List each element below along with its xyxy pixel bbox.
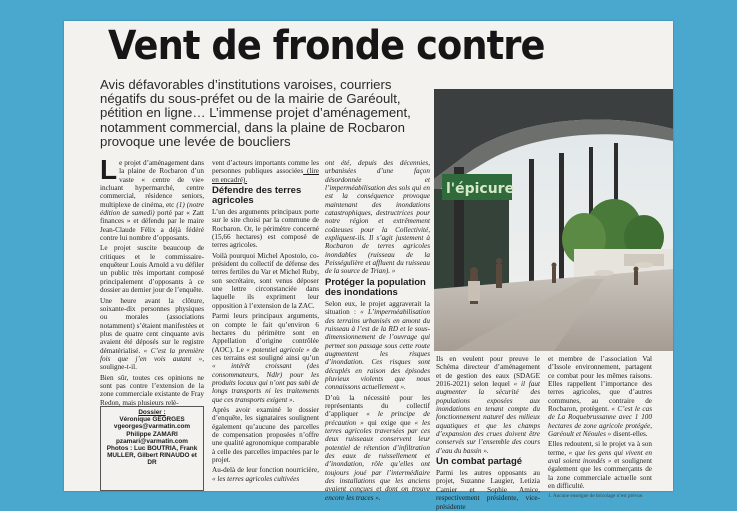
paragraph: ont été, depuis des décennies, urbanisées d’une façon désordonnée et l’imperméabilisation des sols qui en est la conséquence provoque maintenant des inondations catastrophiques, destructrices pour notre région et extrêmement coûteuses pour la Collectivité, expliquent-ils. Il s’agit justement à Rocbaron de terres agricoles inondables (ruisseau de la Peisségulière et affluent du ruisseau de la source de Trian). » — [325, 159, 430, 276]
subheading: Défendre des terres agricoles — [212, 185, 302, 207]
paragraph: Bien sûr, toutes ces opinions ne sont pas contre l’extension de la zone commerciale existante de Fray Redon, mais plusieurs relè- — [100, 373, 204, 407]
dossier-box: Dossier : Véronique GEORGES vgeorges@varmatin.com Philippe ZAMARI pzamari@varmatin.com Photos : Luc BOUTRIA, Frank MULLER, Gilbert RINAUDO et DR — [100, 406, 204, 491]
subheading: Un combat partagé — [436, 456, 523, 468]
article-column-2: vent d’acteurs importants comme les personnes publiques associées (lire en encadré). Défendre des terres agricoles L’un des arguments principaux porte sur le site choisi par la commune de Rocbaron. Or, le périmètre concerné (15,66 hectares) est composé de terres agricoles. Voilà pourquoi Michel Apostolo, co-président du collectif de défense des terres fertiles du Var et Michel Ruby, son secrétaire, sont venus déposer une lettre circonstanciée dans laquelle ils expriment leur opposition à l’extension de la ZAC. Parmi leurs principaux arguments, on compte le fait qu’environ 6 hectares du périmètre sont en Appellation d’origine contrôlée (AOC). Le « potentiel agricole » de ces terrains est souligné ainsi qu’un « intérêt croissant (des consommateurs, Ndlr) pour les produits locaux qui n’ont pas subi de longs transports ni les traitements que ces transports exigent ». Après avoir examiné le dossier d’enquête, les signataires soulignent également qu’aucune des parcelles de compensation proposées n’offre une qualité agronomique comparable à celle des parcelles impactées par le projet. Au-delà de leur fonction nourricière, « les terres agricoles cultivées — [212, 159, 319, 483]
paragraph: Parmi les autres opposants au projet, Suzanne Laugier, Letizia Camier et Sophie Amice, respectivement présidente, vice-présidente — [436, 469, 540, 511]
article-column-1: Le projet d’aménagement dans la plaine de Rocbaron d’un vaste « centre de vie» incluant hypermarché, centre commercial, résidence seniors, multiplexe de cinéma, etc (1) (notre édition de samedi) porté par « Zatt finances » et défendu par le maire Jean-Claude Félix a déjà fédéré contre lui nombre d’opposants. Le projet suscite beaucoup de critiques et le commissaire-enquêteur Louis Arnold a vu défiler un public très important composé principalement d’opposants à ce dossier au dernier jour de l’enquête. Une heure avant la clôture, soixante-dix personnes physiques ou morales (associations notamment) s’étaient manifestées et plus de quatre cent cinquante avis avaient été déposés sur le registre dématérialisé. « C’est la première fois que j’en vois autant », souligne-t-il. Bien sûr, toutes ces opinions ne sont pas contre l’extension de la zone commerciale existante de Fray Redon, mais plusieurs relè- — [100, 154, 204, 407]
article-column-5: et membre de l’association Val d’Issole environnement, partagent ce combat pour les mêmes raisons. Elles rappellent l’importance des terres agricoles, que d’autres communes, au contraire de Rocbaron, protègent. « C’est le cas de La Roquebrussanne avec 1 100 hectares de zone agricole protégée, Garéoult et Néoules » disent-elles. Elles redoutent, si le projet va à son terme, « que les gens qui vivent en aval soient inondés » et soulignent également que les commerçants de la zone commerciale actuelle sont en difficulté. 1. Aucune enseigne de bricolage n’est prévue. — [548, 355, 652, 499]
store-sign: l'épicure — [446, 181, 515, 197]
subheading: Protéger la population des inondations — [325, 276, 426, 298]
drop-cap: L — [100, 154, 118, 185]
article-column-4: Ils en veulent pour preuve le Schéma directeur d’aménagement et de gestion des eaux (SDAGE 2016-2021) selon lequel « il faut augmenter la sécurité des populations exposées aux inondations en tenant compte du fonctionnement naturel des milieux aquatiques et que les champs d’expansion des crues doivent être conservés sur l’ensemble des cours d’eau du bassin ». Un combat partagé Parmi les autres opposants au projet, Suzanne Laugier, Letizia Camier et Sophie Amice, respectivement présidente, vice-présidente — [436, 355, 540, 511]
paragraph: Après avoir examiné le dossier d’enquête, les signataires soulignent également qu’aucune des parcelles de compensation proposées n’offre une qualité agronomique comparable à celle des parcelles impactées par le projet. — [212, 405, 319, 464]
headline: Vent de fronde contre — [108, 23, 545, 69]
article-photo — [434, 89, 673, 351]
article-deck: Avis défavorables d’institutions varoises, courriers négatifs du sous-préfet ou de la mairie de Garéoult, pétition en ligne… L’immense projet d’aménagement, notamment commercial, dans la plaine de Rocbaron provoque une levée de boucliers — [100, 77, 411, 149]
paragraph: L’un des arguments principaux porte sur le site choisi par la commune de Rocbaron. Or, le périmètre concerné (15,66 hectares) est composé de terres agricoles. — [212, 208, 319, 250]
article-column-3: ont été, depuis des décennies, urbanisées d’une façon désordonnée et l’imperméabilisation des sols qui en est la conséquence provoque maintenant des inondations catastrophiques, destructrices pour notre région et extrêmement coûteuses pour la Collectivité, expliquent-ils. Il s’agit justement à Rocbaron de terres agricoles inondables (ruisseau de la Peisségulière et affluent du ruisseau de la source de Trian). » Protéger la population des inondations Selon eux, le projet aggraverait la situation : « L’imperméabilisation des terrains urbanisés en amont du ruisseau à l’est de la RD et le sous-dimensionnement de l’ouvrage qui permet son passage sous cette route augmentent les risques d’inondation. Ces risques sont décuplés en raison des épisodes pluvieux violents que nous connaissons actuellement ». D’où la nécessité pour les représentants du collectif d’appliquer « le principe de précaution » qui exige que « les terres agricoles traversées par ces deux ruisseaux conservent leur potentiel de rétention d’infiltration des eaux de ruissellement et d’inondation, rôle qu’elles ont toujours joué par l’intermédiaire des installations que les anciens avaient conçues et dont on trouve encore les traces ». — [325, 159, 431, 502]
newspaper-clipping — [64, 21, 673, 511]
shopping-center-rendering — [434, 89, 673, 351]
paragraph: Le projet suscite beaucoup de critiques et le commissaire-enquêteur Louis Arnold a vu défiler un public très important composé principalement d’opposants à ce dossier au dernier jour de l’enquête. — [100, 244, 204, 295]
paragraph: Voilà pourquoi Michel Apostolo, co-président du collectif de défense des terres fertiles du Var et Michel Ruby, son secrétaire, sont venus déposer une lettre circonstanciée dans laquelle ils expriment leur opposition à l’extension de la ZAC. — [212, 251, 319, 310]
footnote: 1. Aucune enseigne de bricolage n’est prévue. — [548, 492, 644, 499]
